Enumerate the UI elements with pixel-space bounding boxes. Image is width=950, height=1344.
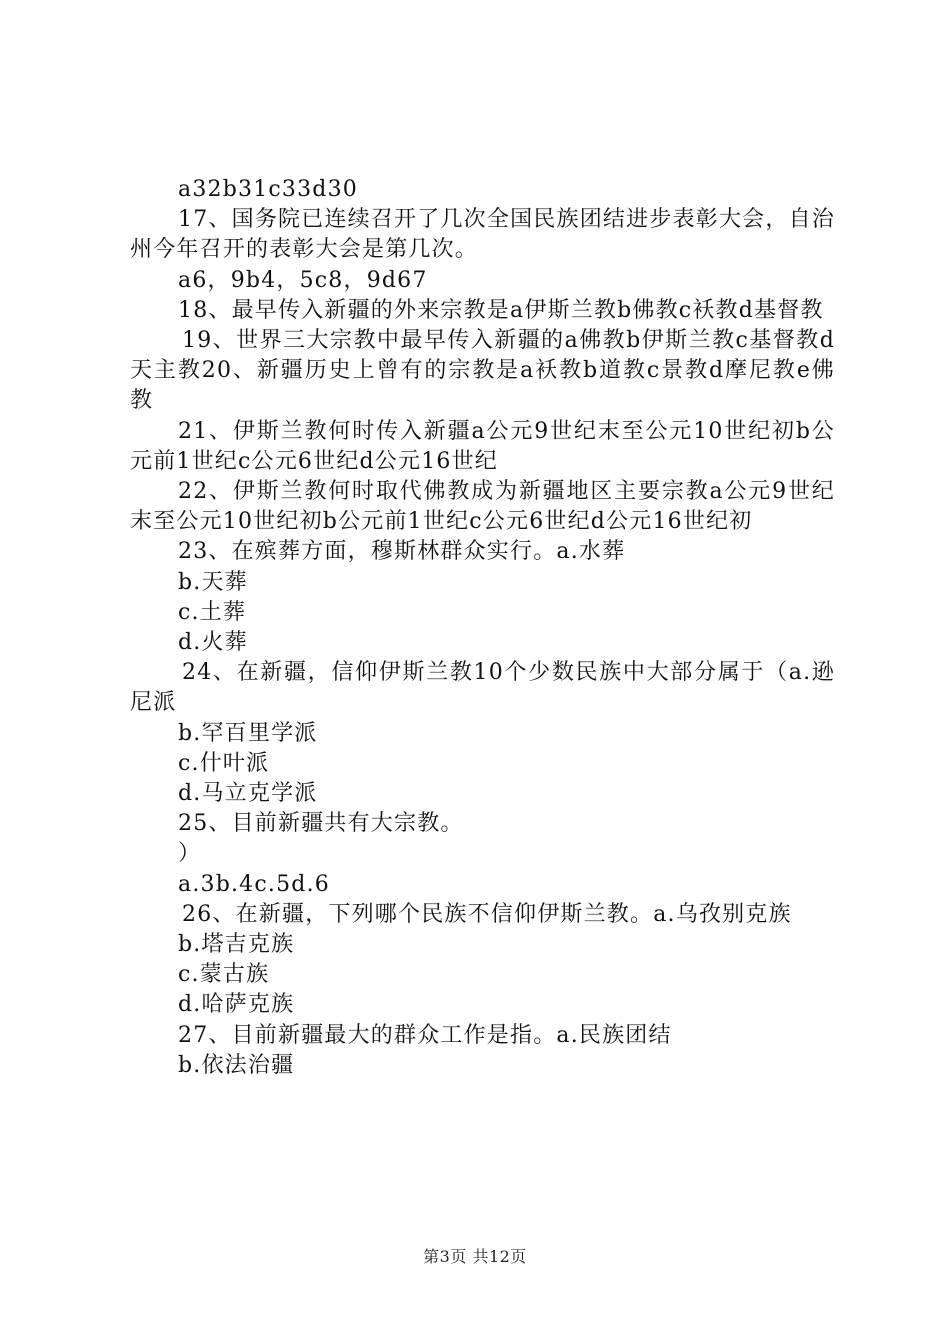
question-18: 18、最早传入新疆的外来宗教是a伊斯兰教b佛教c袄教d基督教 <box>178 297 824 323</box>
question-19-20: 19、世界三大宗教中最早传入新疆的a佛教b伊斯兰教c基督教d天主教20、新疆历史上曾有的宗教是a袄教b道教c景教d摩尼教e佛教 <box>130 328 835 414</box>
question-24: 24、在新疆，信仰伊斯兰教10个少数民族中大部分属于（a.逊尼派 <box>130 660 835 716</box>
question-27: 27、目前新疆最大的群众工作是指。a.民族团结 <box>178 1022 672 1048</box>
option-24-c: c.什叶派 <box>178 750 270 776</box>
document-body <box>130 175 835 1081</box>
options-25: a.3b.4c.5d.6 <box>178 871 330 897</box>
option-26-d: d.哈萨克族 <box>178 992 295 1018</box>
option-24-b: b.罕百里学派 <box>178 720 318 746</box>
option-23-d: d.火葬 <box>178 630 248 656</box>
question-26: 26、在新疆，下列哪个民族不信仰伊斯兰教。a.乌孜别克族 <box>182 901 792 927</box>
option-24-d: d.马立克学派 <box>178 781 318 807</box>
closing-paren: ） <box>178 841 202 867</box>
page-footer: 第3页 共12页 <box>423 1247 527 1266</box>
option-23-c: c.土葬 <box>178 599 247 625</box>
answer-options-16: a32b31c33d30 <box>178 177 358 202</box>
option-23-b: b.天葬 <box>178 569 248 595</box>
question-22: 22、伊斯兰教何时取代佛教成为新疆地区主要宗教a公元9世纪末至公元10世纪初b公元前1世纪c公元6世纪d公元16世纪初 <box>130 479 835 535</box>
question-25: 25、目前新疆共有大宗教。 <box>178 811 464 837</box>
option-27-b: b.依法治疆 <box>178 1052 295 1078</box>
option-26-c: c.蒙古族 <box>178 962 270 988</box>
question-17: 17、国务院已连续召开了几次全国民族团结进步表彰大会，自治州今年召开的表彰大会是第几次。 <box>130 207 835 263</box>
option-26-b: b.塔吉克族 <box>178 932 295 958</box>
question-21: 21、伊斯兰教何时传入新疆a公元9世纪末至公元10世纪初b公元前1世纪c公元6世纪d公元16世纪 <box>130 418 835 474</box>
question-23: 23、在殡葬方面，穆斯林群众实行。a.水葬 <box>178 539 626 565</box>
answer-options-17: a6，9b4，5c8，9d67 <box>178 267 428 293</box>
